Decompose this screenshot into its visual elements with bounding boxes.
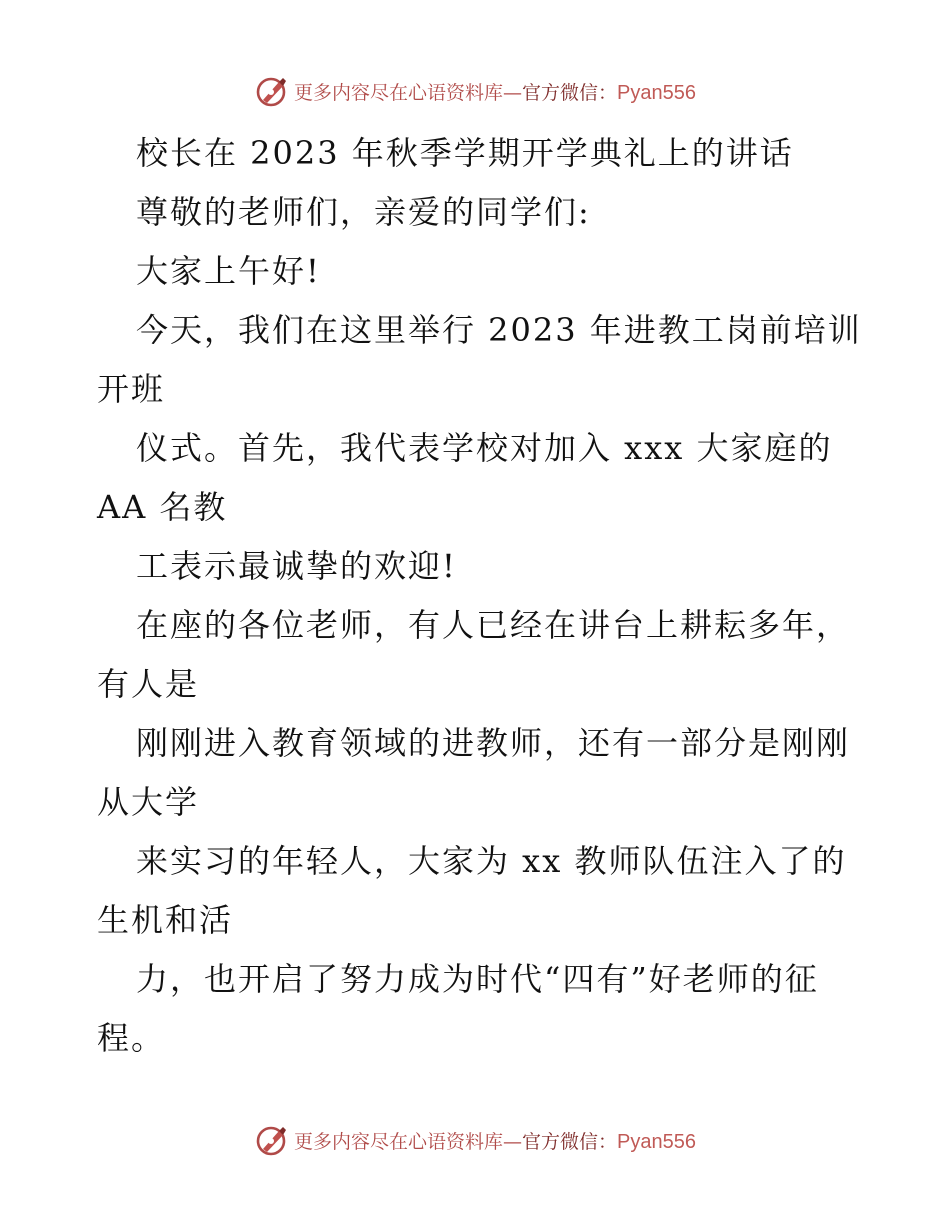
header-watermark-banner — [0, 71, 950, 111]
text-line: 刚刚进入教育领域的进教师，还有一部分是刚刚 — [136, 724, 851, 762]
banner-dash: — — [503, 81, 523, 104]
text-line: 有人是 — [97, 665, 200, 703]
text-line: 大家上午好! — [136, 252, 321, 290]
banner-wechat-id: Pyan556 — [617, 1130, 696, 1153]
text-line: 力，也开启了努力成为时代“四有”好老师的征 — [136, 960, 819, 998]
text-line: 在座的各位老师，有人已经在讲台上耕耘多年， — [136, 606, 851, 644]
text-line: 生机和活 — [97, 901, 234, 939]
pen-logo-icon — [254, 1122, 290, 1158]
document-body — [97, 124, 862, 1068]
text-line: 程。 — [97, 1019, 166, 1057]
banner-wechat-id: Pyan556 — [617, 81, 696, 104]
footer-watermark-banner — [0, 1120, 950, 1160]
text-line: 尊敬的老师们，亲爱的同学们: — [136, 193, 591, 231]
text-line: 校长在 2023 年秋季学期开学典礼上的讲话 — [136, 134, 794, 172]
pen-logo-icon — [254, 73, 290, 109]
text-line: AA 名教 — [97, 488, 228, 526]
text-line: 仪式。首先，我代表学校对加入 xxx 大家庭的 — [136, 429, 833, 467]
banner-dash: — — [503, 1130, 523, 1153]
text-line: 从大学 — [97, 783, 200, 821]
banner-main-text: 更多内容尽在心语资料库 — [294, 81, 504, 104]
text-line: 工表示最诚挚的欢迎! — [136, 547, 457, 585]
banner-wechat-label: 官方微信： — [522, 1130, 618, 1153]
banner-wechat-label: 官方微信： — [522, 81, 618, 104]
text-line: 开班 — [97, 370, 166, 408]
text-line: 今天，我们在这里举行 2023 年进教工岗前培训 — [136, 311, 862, 349]
banner-main-text: 更多内容尽在心语资料库 — [294, 1130, 504, 1153]
text-line: 来实习的年轻人，大家为 xx 教师队伍注入了的 — [136, 842, 847, 880]
